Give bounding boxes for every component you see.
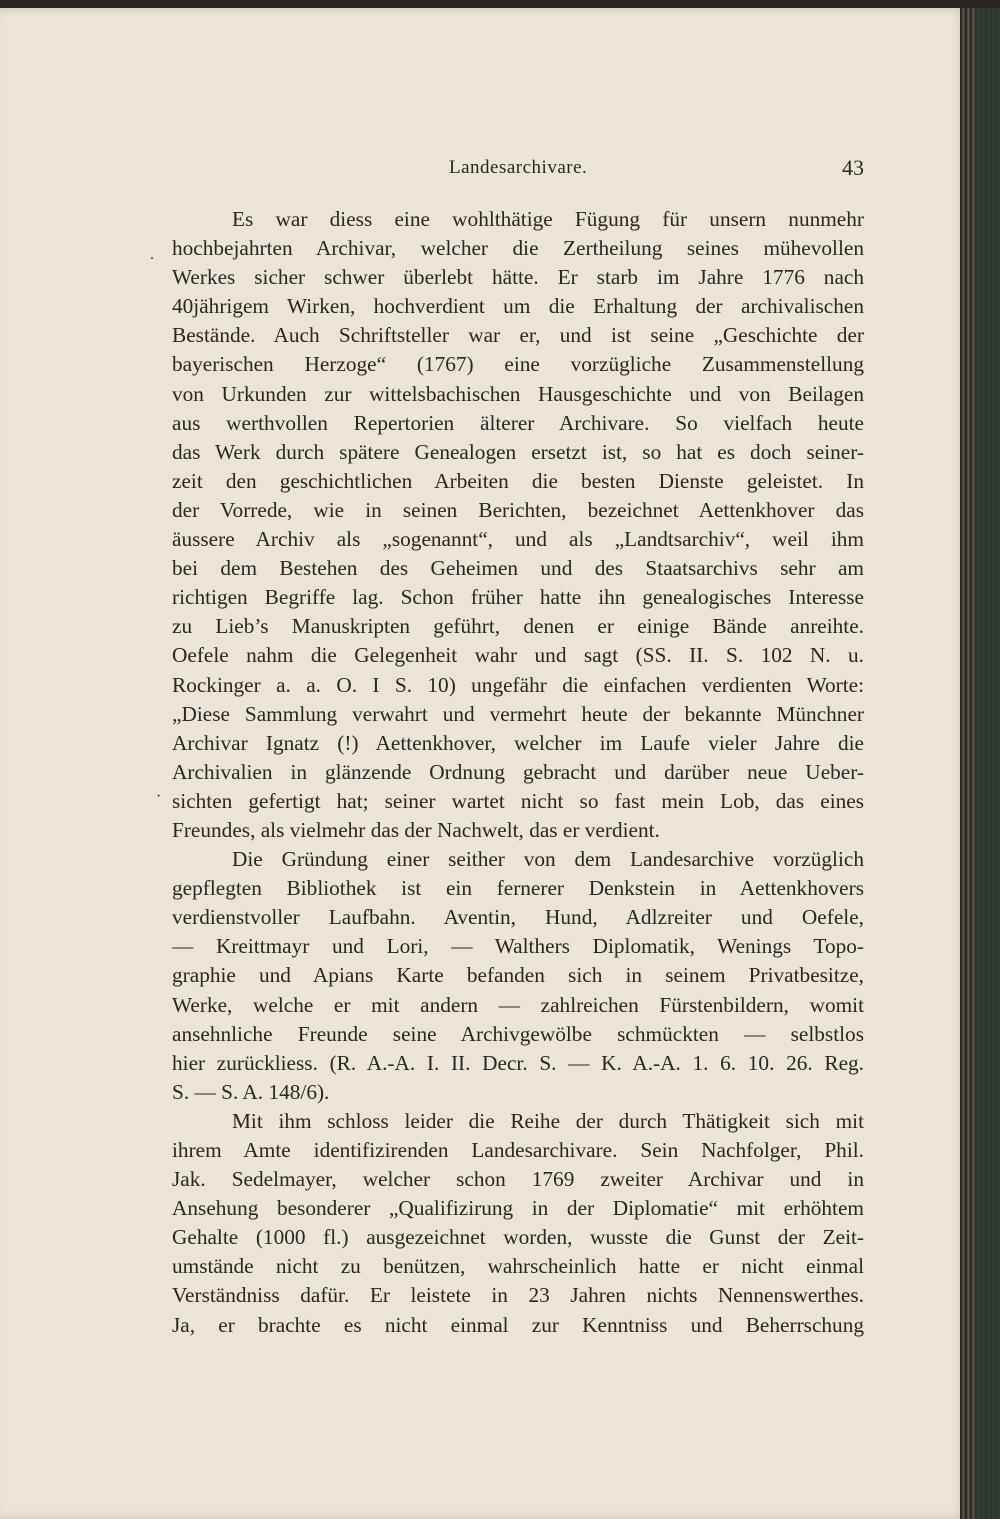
text-line: Es war diess eine wohlthätige Fügung für unsern nunmehr — [232, 207, 864, 231]
text-line: Jak. Sedelmayer, welcher schon 1769 zweiter Archivar und in — [172, 1167, 864, 1192]
text-line: Die Gründung einer seither von dem Landesarchive vorzüglich — [232, 847, 864, 872]
text-line: Rockinger a. a. O. I S. 10) ungefähr die einfachen verdienten Worte: — [172, 672, 864, 697]
text-line: — Kreittmayr und Lori, — Walthers Diplomatik, Wenings Topo- — [172, 934, 864, 959]
text-line: das Werk durch spätere Genealogen ersetzt ist, so hat es doch seiner- — [172, 439, 864, 464]
text-line: Ja, er brachte es nicht einmal zur Kenntniss und Beherrschung — [172, 1312, 864, 1337]
text-line: zeit den geschichtlichen Arbeiten die besten Dienste geleistet. In — [172, 468, 864, 493]
text-line: „Diese Sammlung verwahrt und vermehrt heute der bekannte Münchner — [172, 701, 864, 726]
text-line: bei dem Bestehen des Geheimen und des Staatsarchivs sehr am — [172, 556, 864, 581]
text-line: Gehalte (1000 fl.) ausgezeichnet worden, wusste die Gunst der Zeit- — [172, 1225, 864, 1250]
text-line: graphie und Apians Karte befanden sich in seinem Privatbesitze, — [172, 963, 864, 988]
text-line: 40jährigem Wirken, hochverdient um die Erhaltung der archivalischen — [172, 294, 864, 319]
text-line: zu Lieb’s Manuskripten geführt, denen er einige Bände anreihte. — [172, 614, 864, 639]
text-line: sichten gefertigt hat; seiner wartet nicht so fast mein Lob, das eines — [172, 788, 864, 813]
text-line: hier zurückliess. (R. A.-A. I. II. Decr. S. — K. A.-A. 1. 6. 10. 26. Reg. — [172, 1050, 864, 1075]
text-line: bayerischen Herzoge“ (1767) eine vorzügliche Zusammenstellung — [172, 352, 864, 377]
text-line: Verständniss dafür. Er leistete in 23 Jahren nichts Nennenswerthes. — [172, 1283, 864, 1308]
running-title: Landesarchivare. — [449, 157, 588, 178]
margin-dot: . — [150, 246, 154, 263]
page-number: 43 — [842, 155, 864, 180]
text-line: der Vorrede, wie in seinen Berichten, bezeichnet Aettenkhover das — [172, 497, 864, 522]
text-line: S. — S. A. 148/6). — [172, 1079, 330, 1104]
text-line: verdienstvoller Laufbahn. Aventin, Hund, Adlzreiter und Oefele, — [172, 905, 864, 930]
text-line: aus werthvollen Repertorien älterer Archivare. So vielfach heute — [172, 410, 864, 435]
text-line: Archivalien in glänzende Ordnung gebracht und darüber neue Ueber- — [172, 759, 864, 784]
text-line: von Urkunden zur wittelsbachischen Hausgeschichte und von Beilagen — [172, 381, 864, 406]
text-line: gepflegten Bibliothek ist ein fernerer Denkstein in Aettenkhovers — [172, 876, 864, 901]
text-line: äussere Archiv als „sogenannt“, und als „Landtsarchiv“, weil ihm — [172, 527, 864, 552]
text-line: richtigen Begriffe lag. Schon früher hatte ihn genealogisches Interesse — [172, 585, 864, 610]
text-line: Mit ihm schloss leider die Reihe der durch Thätigkeit sich mit — [232, 1108, 864, 1133]
margin-dot: · — [156, 788, 162, 805]
text-line: Freundes, als vielmehr das der Nachwelt, das er verdient. — [172, 817, 660, 842]
text-line: Werkes sicher schwer überlebt hätte. Er starb im Jahre 1776 nach — [172, 265, 864, 290]
text-line: hochbejahrten Archivar, welcher die Zertheilung seines mühevollen — [172, 236, 864, 261]
binding-edge — [976, 8, 1000, 1519]
text-line: Archivar Ignatz (!) Aettenkhover, welcher im Laufe vieler Jahre die — [172, 730, 864, 755]
page-header — [172, 155, 864, 185]
text-line: umstände nicht zu benützen, wahrscheinlich hatte er nicht einmal — [172, 1254, 864, 1279]
text-line: Bestände. Auch Schriftsteller war er, und ist seine „Geschichte der — [172, 323, 864, 348]
text-line: ansehnliche Freunde seine Archivgewölbe schmückten — selbstlos — [172, 1021, 864, 1046]
text-line: ihrem Amte identifizirenden Landesarchivare. Sein Nachfolger, Phil. — [172, 1138, 864, 1162]
body-text — [172, 205, 864, 1340]
text-line: Werke, welche er mit andern — zahlreichen Fürstenbildern, womit — [172, 992, 864, 1017]
text-line: Oefele nahm die Gelegenheit wahr und sagt (SS. II. S. 102 N. u. — [172, 643, 864, 668]
text-line: Ansehung besonderer „Qualifizirung in der Diplomatie“ mit erhöhtem — [172, 1196, 864, 1221]
